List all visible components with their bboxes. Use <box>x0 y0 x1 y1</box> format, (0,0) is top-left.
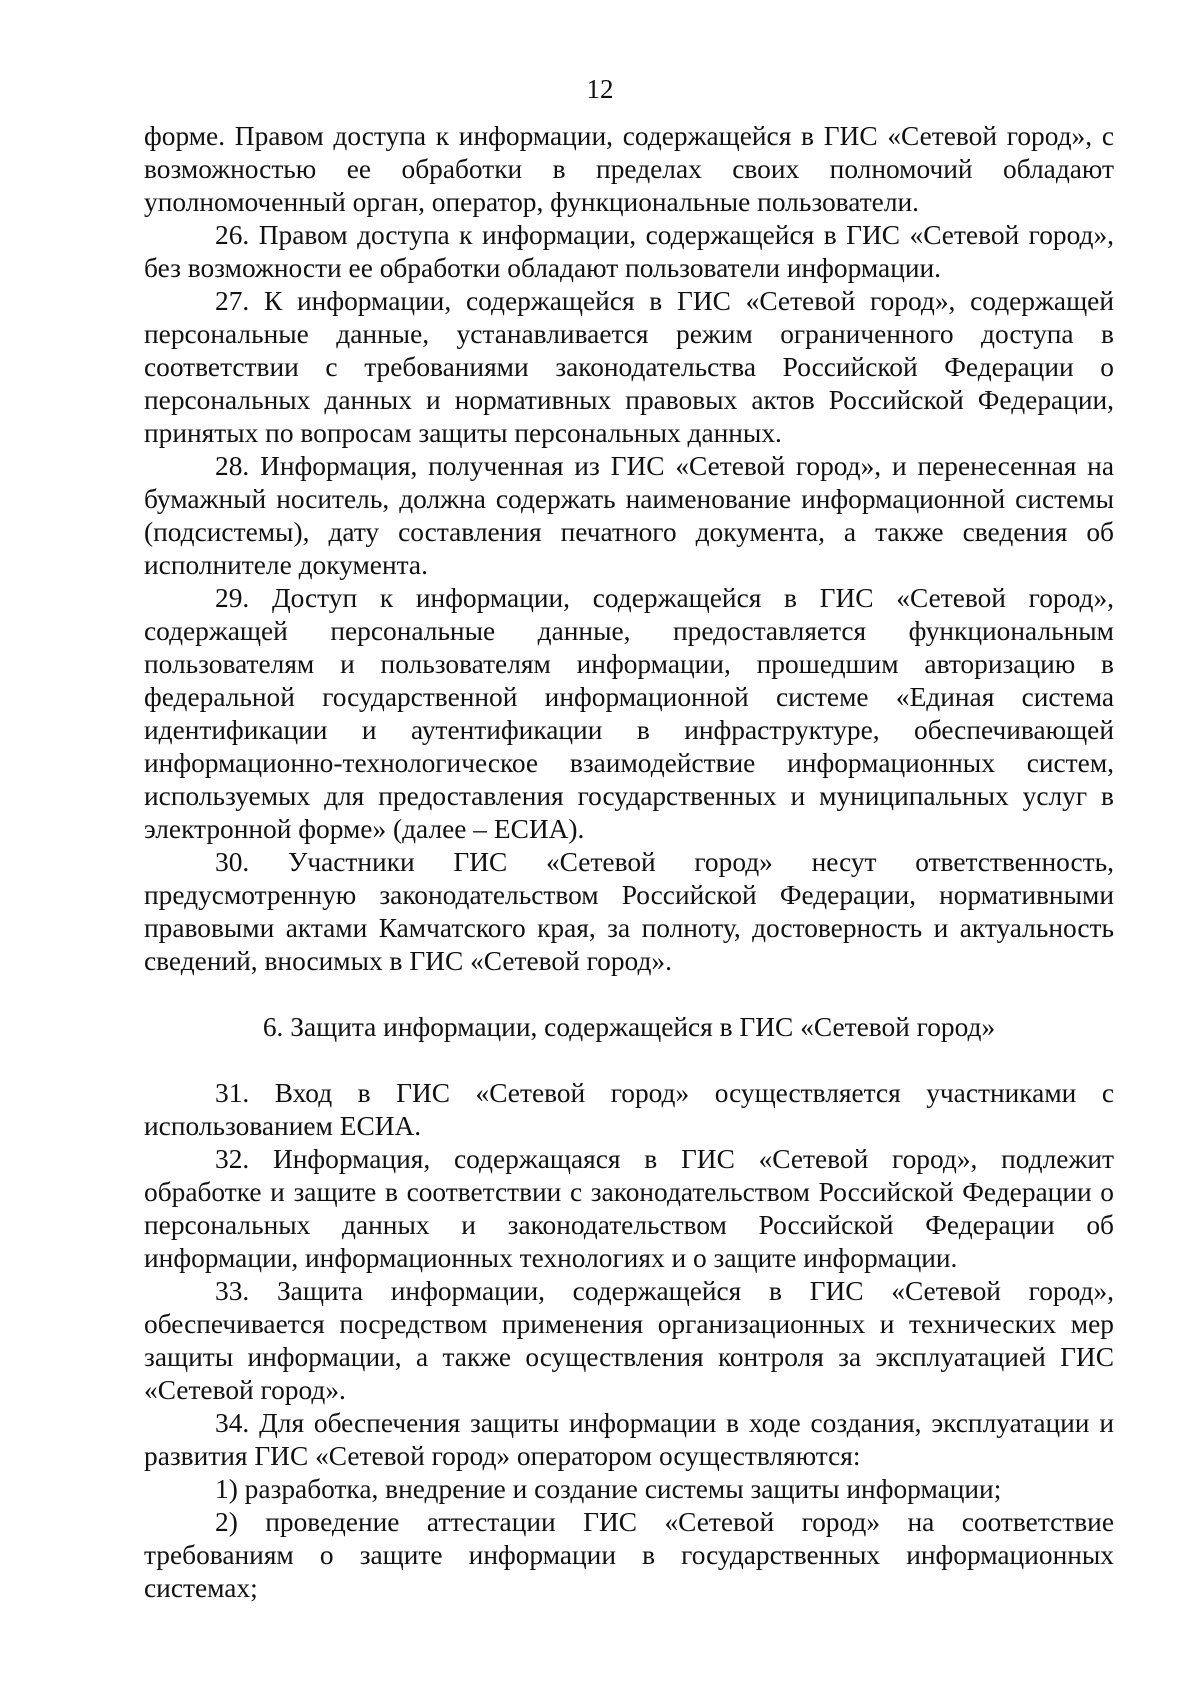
list-item-2: 2) проведение аттестации ГИС «Сетевой город» на соответствие требованиям о защите информации в государственных информационных системах; <box>144 1507 1114 1603</box>
list-item-1: 1) разработка, внедрение и создание системы защиты информации; <box>215 1474 1002 1504</box>
paragraph-28: 28. Информация, полученная из ГИС «Сетевой город», и перенесенная на бумажный носитель, должна содержать наименование информационной системы (подсистемы), дату составления печатного документа, а также сведения об исполнителе документа. <box>144 451 1114 580</box>
paragraph-30: 30. Участники ГИС «Сетевой город» несут ответственность, предусмотренную законодательством Российской Федерации, нормативными правовыми актами Камчатского края, за полноту, достоверность и актуальность сведений, вносимых в ГИС «Сетевой город». <box>144 847 1114 976</box>
paragraph-continuation: форме. Правом доступа к информации, содержащейся в ГИС «Сетевой город», с возможностью ее обработки в пределах своих полномочий обладают уполномоченный орган, оператор, функциональные пользователи. <box>144 121 1114 217</box>
paragraph-33: 33. Защита информации, содержащейся в ГИС «Сетевой город», обеспечивается посредством применения организационных и технических мер защиты информации, а также осуществления контроля за эксплуатацией ГИС «Сетевой город». <box>144 1276 1114 1405</box>
page-number: 12 <box>586 74 614 104</box>
paragraph-31: 31. Вход в ГИС «Сетевой город» осуществляется участниками с использованием ЕСИА. <box>144 1078 1114 1141</box>
document-body <box>144 120 1114 1605</box>
paragraph-34: 34. Для обеспечения защиты информации в ходе создания, эксплуатации и развития ГИС «Сетевой город» оператором осуществляются: <box>144 1408 1114 1471</box>
paragraph-26: 26. Правом доступа к информации, содержащейся в ГИС «Сетевой город», без возможности ее обработки обладают пользователи информации. <box>144 220 1114 283</box>
paragraph-27: 27. К информации, содержащейся в ГИС «Сетевой город», содержащей персональные данные, устанавливается режим ограниченного доступа в соответствии с требованиями законодательства Российской Федерации о персональных данных и нормативных правовых актов Российской Федерации, принятых по вопросам защиты персональных данных. <box>144 286 1114 448</box>
paragraph-32: 32. Информация, содержащаяся в ГИС «Сетевой город», подлежит обработке и защите в соответствии с законодательством Российской Федерации о персональных данных и законодательством Российской Федерации об информации, информационных технологиях и о защите информации. <box>144 1144 1114 1273</box>
paragraph-29: 29. Доступ к информации, содержащейся в ГИС «Сетевой город», содержащей персональные данные, предоставляется функциональным пользователям и пользователям информации, прошедшим авторизацию в федеральной государственной информационной системе «Единая система идентификации и аутентификации в инфраструктуре, обеспечивающей информационно-технологическое взаимодействие информационных систем, используемых для предоставления государственных и муниципальных услуг в электронной форме» (далее – ЕСИА). <box>144 583 1114 844</box>
section-heading: 6. Защита информации, содержащейся в ГИС «Сетевой город» <box>262 1012 996 1042</box>
